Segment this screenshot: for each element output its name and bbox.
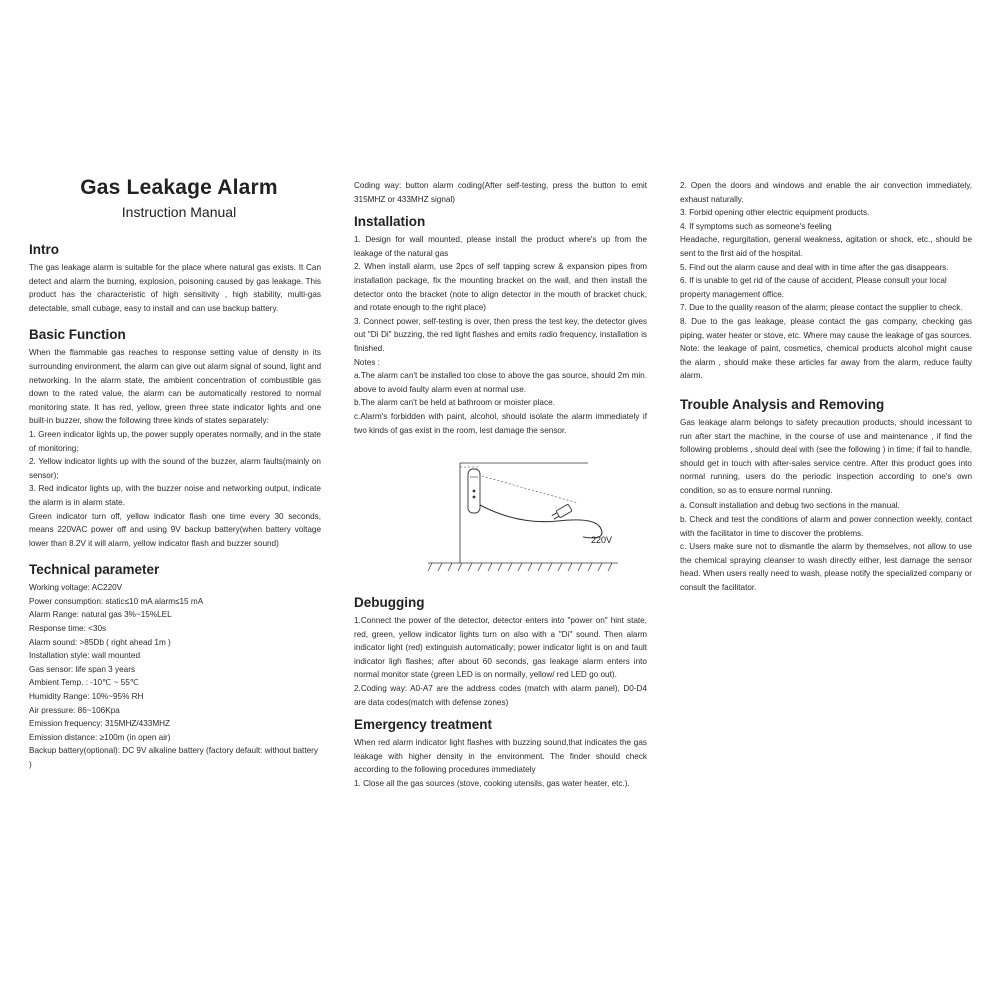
emergency-heading: Emergency treatment [354,717,493,733]
technical-heading: Technical parameter [29,562,160,578]
emergency-step: 8. Due to the gas leakage, please contact the gas company, checking gas piping, water heater or stove, etc. Where may cause the leakage of gas sources. [680,316,972,340]
basic-function-paragraph: Green indicator turn off, yellow indicator flash one time every 30 seconds, means 220VAC power off and using 9V backup battery(when battery voltage lower than 8.2V it will alarm, yellow indicator flash and buzzer sound) [29,511,321,548]
technical-item: Working voltage: AC220V [29,583,123,593]
trouble-item: a. Consult installation and debug two sections in the manual. [680,501,900,511]
installation-note: b.The alarm can't be held at bathroom or moister place. [354,398,555,408]
emergency-step: 7. Due to the quality reason of the alarm; please contact the supplier to check. [680,303,963,313]
installation-note: a.The alarm can't be installed too close to above the gas source, should 2m min. above to avoid faulty alarm even at normal use. [354,371,647,394]
technical-item: Backup battery(optional): DC 9V alkaline battery (factory default: without battery ) [29,746,318,769]
emergency-step: 6. If is unable to get rid of the cause of accident, Please consult your local property management office. [680,276,947,299]
basic-function-paragraph: 2. Yellow indicator lights up with the sound of the buzzer, alarm faults(mainly on sensor); [29,457,321,480]
installation-paragraph: 3. Connect power, self-testing is over, then press the test key, the detector gives out "Di Di" buzzing, the red light flashes and emits radio frequency, installation is finished. [354,316,647,353]
debugging-heading: Debugging [354,595,425,611]
document-subtitle: Instruction Manual [121,204,237,220]
trouble-item: b. Check and test the conditions of alarm and power connection weekly, contact with the facilitator in time to discover the problems. [680,515,972,538]
column-right [680,179,972,595]
installation-diagram [418,455,698,585]
debugging-paragraph: 2.Coding way: A0-A7 are the address codes (match with alarm panel), D0-D4 are data codes(match with defense zones) [354,684,647,707]
intro-heading: Intro [29,242,59,257]
emergency-continued [680,179,972,383]
technical-item: Ambient Temp. : -10℃ ~ 55℃ [29,678,139,688]
basic-function-paragraph: 1. Green indicator lights up, the power supply operates normally, and in the state of monitoring; [29,429,321,453]
coding-text: Coding way: button alarm coding(After self-testing, press the button to emit 315MHZ or 433MHZ signal) [354,181,647,204]
trouble-item: c. Users make sure not to dismantle the alarm by themselves, not allow to use the chemical spraying cleanser to wash directly either, lest damage the sensor head. When users really need to wash, please notify the specialized company or consult the facilitator. [680,542,972,593]
emergency-paragraph: When red alarm indicator light flashes with buzzing sound,that indicates the gas leakage with higher density in the environment. The finder should check according to the following procedures immediately [354,738,647,775]
technical-item: Installation style: wall mounted [29,651,141,661]
technical-item: Power consumption: static≤10 mA alarm≤15 mA [29,596,204,606]
basic-function-paragraph: When the flammable gas reaches to response setting value of density in its surrounding environment, the alarm can give out alarm signal of sound, light and networking. In the alarm state, the ambient concentration of combustible gas down to the rated value, the alarm can be automatically restored to normal monitoring state. It has red, yellow, green three state indicator lights and one built-in buzzer, show the following three kinds of states separately: [29,348,321,426]
installation-paragraph: 2. When install alarm, use 2pcs of self tapping screw & expansion pipes from installation package, fix the mounting bracket on the wall, and then install the detector onto the bracket (note to align detector in the mouth of bracket chuck, and rotate enough to the right place) [354,262,647,313]
technical-item: Humidity Range: 10%~95% RH [29,692,144,702]
emergency-step: Headache, regurgitation, general weakness, agitation or shock, etc., should be sent to the first aid of the hospital. [680,235,972,258]
installation-heading: Installation [354,214,426,230]
installation-paragraph: 1. Design for wall mounted, please install the product where's up from the leakage of the natural gas [354,235,647,258]
technical-item: Gas sensor: life span 3 years [29,664,136,674]
installation-note: c.Alarm's forbidden with paint, alcohol, should isolate the alarm immediately if two kinds of gas exist in the room, lest damage the sensor. [354,411,647,435]
emergency-step: 2. Open the doors and windows and enable the air convection immediately, exhaust naturally. [680,181,972,204]
emergency-step: 3. Forbid opening other electric equipment products. [680,208,870,218]
technical-item: Emission frequency: 315MHZ/433MHZ [29,719,171,729]
emergency-step: 4. If symptoms such as someone's feeling [680,221,832,231]
emergency-paragraph: 1. Close all the gas sources (stove, cooking utensils, gas water heater, etc.). [354,779,630,789]
trouble-heading: Trouble Analysis and Removing [680,396,885,412]
debugging-paragraph: 1.Connect the power of the detector, detector enters into "power on" hint state, red, green, yellow indicator lights turn on also with a "Di" sound. Then alarm indicator light (red) extinguish automatically; power indicator light is on and fault indicator ligh flashes; after about 60 seconds, gas leakage alarm enters into normal monitor state (green LED is on normally, yellow/ red LED go out). [354,616,647,680]
document-title: Gas Leakage Alarm [80,176,278,199]
emergency-note: Note: the leakage of paint, cosmetics, chemical products alcohol might cause the alarm , should make these articles far away from the alarm, reduce faulty alarm. [680,344,972,381]
technical-item: Air pressure: 86~106Kpa [29,705,120,715]
technical-item: Response time: <30s [29,624,107,634]
technical-item: Alarm Range: natural gas 3%~15%LEL [29,610,172,620]
basic-function-heading: Basic Function [29,327,126,343]
installation-diagram-drawing [418,455,698,585]
installation-notes-label: Notes : [354,357,380,367]
intro-text: The gas leakage alarm is suitable for the place where natural gas exists. It Can detect and alarm the burning, explosion, poisoning caused by gas leakage. This product has the characteristic of high sensitivity , high stability, multi-gas detectable, small cubage, easy to install and can use backup battery. [29,263,321,313]
basic-function-paragraph: 3. Red indicator lights up, with the buzzer noise and networking output, indicate the alarm is in alarm state. [29,484,321,507]
trouble-paragraph: Gas leakage alarm belongs to safety precaution products, should incessant to run after start the machine, in the course of use and maintenance , if find the following problems , should deal with (see the following ) in time; if fail to handle, should get in touch with after-sales service centre. After this product goes into normal running, users do the periodic inspection according to one's own condition, so as to ensure normal running. [680,417,972,495]
technical-list [29,581,321,771]
diagram-voltage-label: 220V [591,535,613,546]
emergency-step: 5. Find out the alarm cause and deal with in time after the gas disappears. [680,262,949,272]
column-middle [354,179,647,791]
column-left [29,176,321,772]
technical-item: Alarm sound: >85Db ( right ahead 1m ) [29,637,171,647]
technical-item: Emission distance: ≥100m (in open air) [29,732,171,742]
